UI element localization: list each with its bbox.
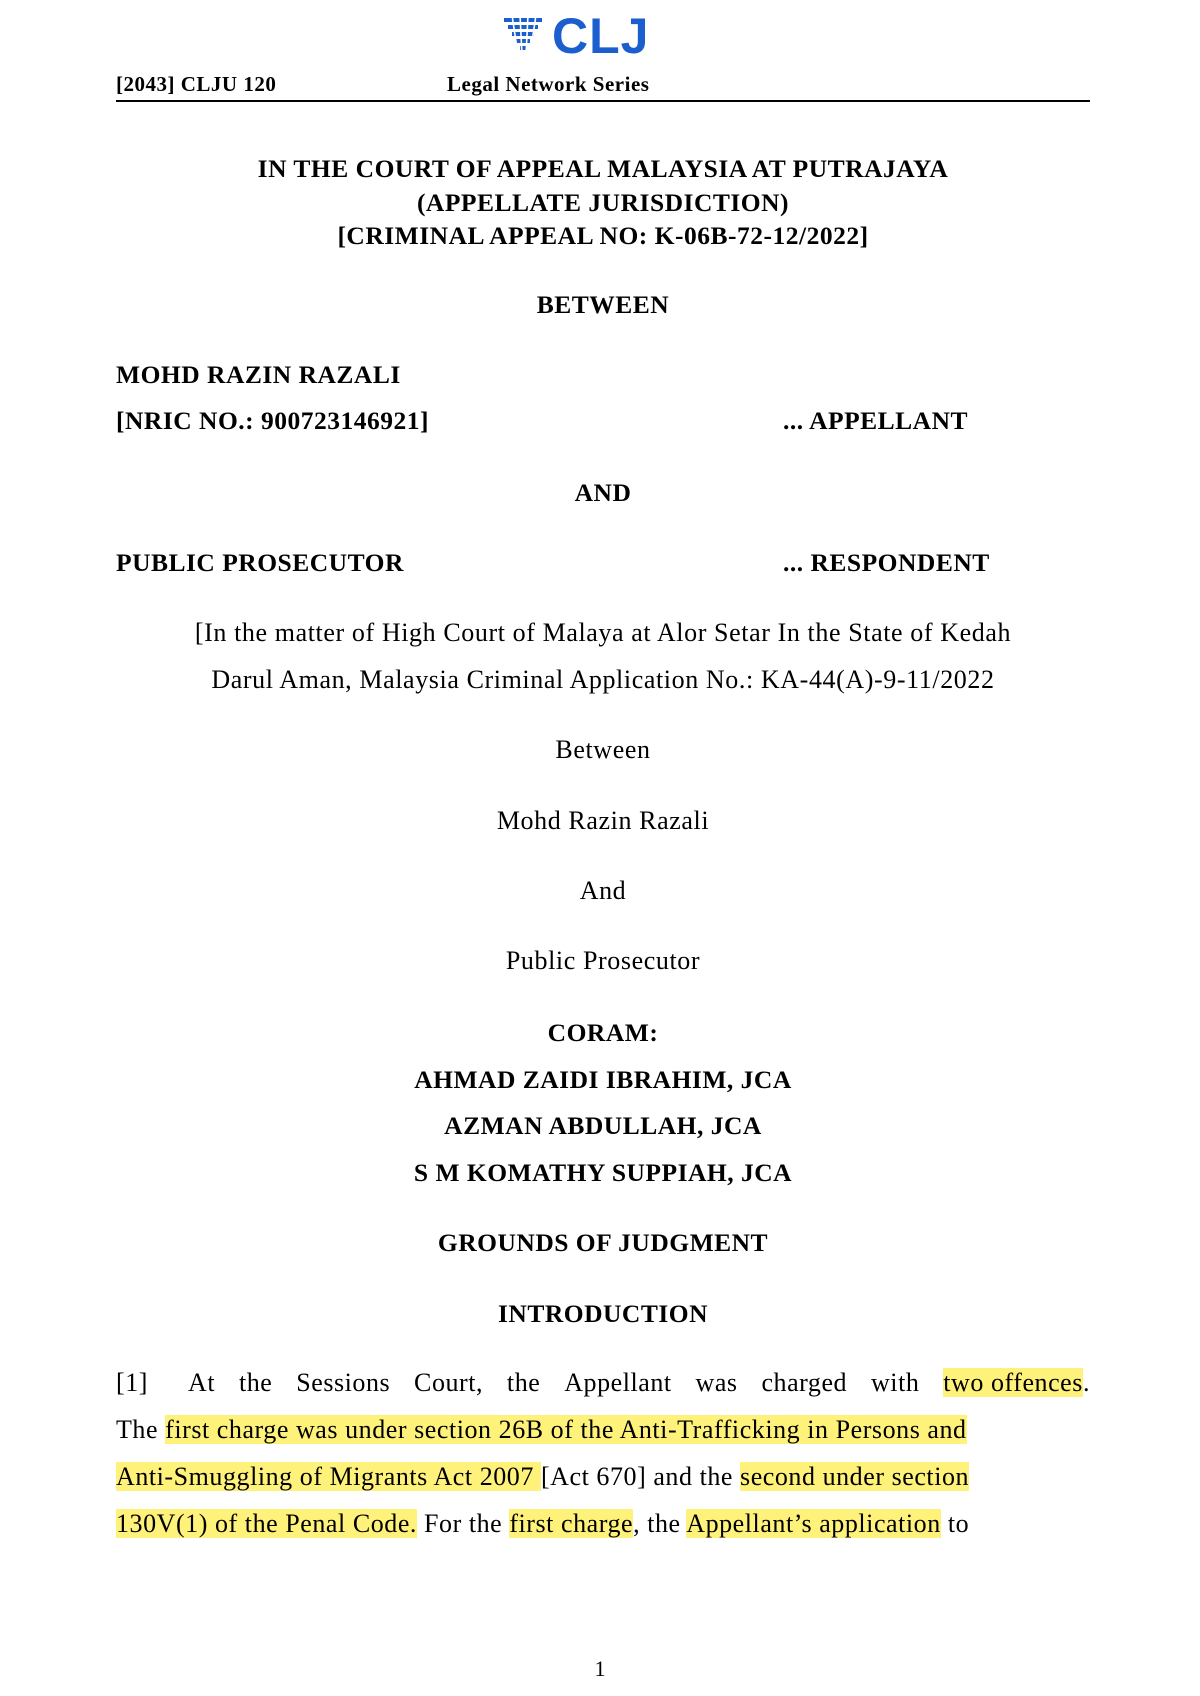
judge-2: AZMAN ABDULLAH, JCA — [444, 1111, 762, 1140]
highlight: second under section — [740, 1462, 970, 1491]
highlight: first charge was under section 26B of the Anti-Trafficking in Persons and — [165, 1415, 967, 1444]
court-title: IN THE COURT OF APPEAL MALAYSIA AT PUTRAJAYA — [257, 154, 949, 183]
appellant-name: MOHD RAZIN RAZALI — [116, 360, 401, 389]
coram-label: CORAM: — [547, 1018, 659, 1047]
highlight: first charge — [509, 1509, 634, 1538]
clj-logo — [500, 10, 660, 62]
paragraph-number: [1] — [116, 1368, 148, 1397]
word: Court, — [414, 1368, 484, 1397]
and-label: AND — [574, 478, 632, 507]
appellant-nric: [NRIC NO.: 900723146921] — [116, 406, 430, 435]
paragraph-line-3: Anti-Smuggling of Migrants Act 2007 [Act 670] and the second under section — [116, 1462, 970, 1491]
between-label: BETWEEN — [536, 290, 670, 319]
jurisdiction: (APPELLATE JURISDICTION) — [416, 188, 790, 217]
matter-party-1: Mohd Razin Razali — [496, 806, 710, 835]
series-name: Legal Network Series — [447, 72, 650, 96]
word: charged — [761, 1368, 848, 1397]
highlight: two offences — [943, 1368, 1083, 1397]
citation: [2043] CLJU 120 — [116, 72, 277, 96]
matter-and: And — [579, 876, 627, 905]
appellant-role: ... APPELLANT — [783, 406, 969, 435]
paragraph-line-2: The first charge was under section 26B of the Anti-Trafficking in Persons and — [116, 1415, 967, 1444]
word: the — [238, 1368, 273, 1397]
grounds-heading: GROUNDS OF JUDGMENT — [437, 1228, 769, 1257]
intro-heading: INTRODUCTION — [497, 1299, 709, 1328]
word: with — [870, 1368, 920, 1397]
highlight: 130V(1) of the Penal Code. — [116, 1509, 417, 1538]
matter-party-2: Public Prosecutor — [505, 946, 701, 975]
matter-between: Between — [555, 735, 651, 764]
running-header — [116, 70, 1090, 102]
highlight: Anti-Smuggling of Migrants Act 2007 — [116, 1462, 541, 1491]
respondent-name: PUBLIC PROSECUTOR — [116, 548, 404, 577]
word: Appellant — [564, 1368, 672, 1397]
word: At — [188, 1368, 216, 1397]
word: the — [506, 1368, 541, 1397]
judge-1: AHMAD ZAIDI IBRAHIM, JCA — [414, 1065, 792, 1094]
matter-line-1: [In the matter of High Court of Malaya at Alor Setar In the State of Kedah — [194, 618, 1012, 647]
paragraph-line-4: 130V(1) of the Penal Code. For the first charge, the Appellant’s application to — [116, 1509, 970, 1538]
appeal-number: [CRIMINAL APPEAL NO: K-06B-72-12/2022] — [337, 221, 869, 250]
highlight: Appellant’s application — [686, 1509, 941, 1538]
page-number: 1 — [594, 1656, 606, 1681]
paragraph-line-1: [1] At the Sessions Court, the Appellant was charged with two offences. — [116, 1366, 1090, 1400]
respondent-role: ... RESPONDENT — [783, 548, 990, 577]
word: was — [695, 1368, 738, 1397]
logo-text: CLJ — [552, 8, 650, 64]
word: Sessions — [296, 1368, 391, 1397]
globe-icon — [500, 15, 550, 57]
judge-3: S M KOMATHY SUPPIAH, JCA — [413, 1158, 793, 1187]
matter-line-2: Darul Aman, Malaysia Criminal Application No.: KA-44(A)-9-11/2022 — [211, 665, 995, 694]
